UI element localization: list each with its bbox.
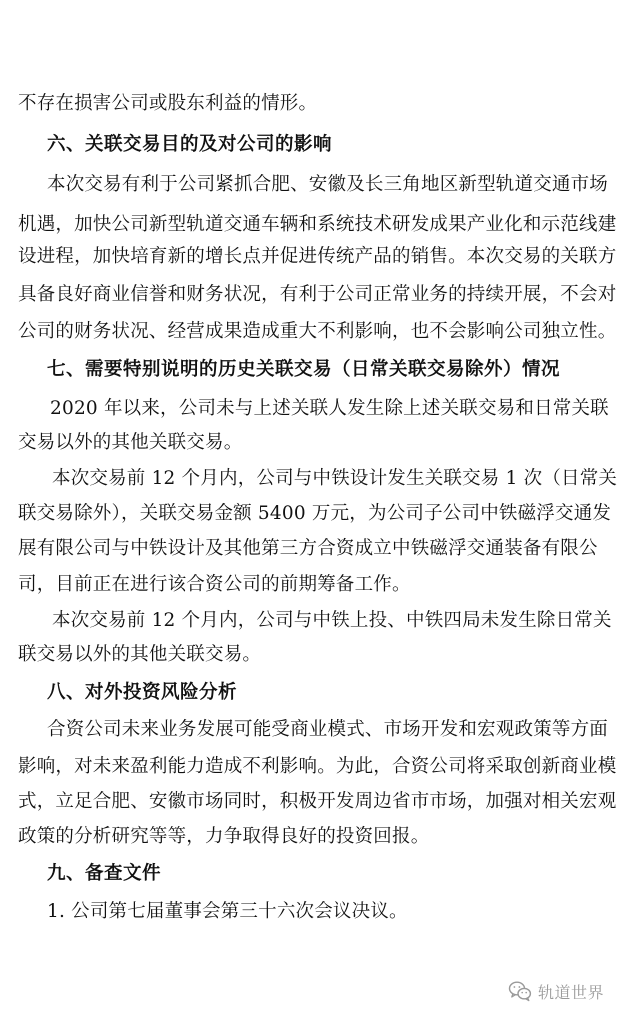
text-line: 式，立足合肥、安徽市场同时，积极开发周边省市市场，加强对相关宏观 bbox=[18, 791, 617, 812]
text-line: 联交易除外），关联交易金额 5400 万元，为公司子公司中铁磁浮交通发 bbox=[18, 503, 612, 524]
text-line: 不存在损害公司或股东利益的情形。 bbox=[18, 93, 318, 114]
text-line: 1. 公司第七届董事会第三十六次会议决议。 bbox=[47, 901, 408, 922]
text-line: 公司的财务状况、经营成果造成重大不利影响，也不会影响公司独立性。 bbox=[18, 321, 617, 342]
text-line: 政策的分析研究等等，力争取得良好的投资回报。 bbox=[18, 826, 430, 847]
section-heading: 九、备查文件 bbox=[47, 863, 162, 884]
text-line: 司，目前正在进行该合资公司的前期筹备工作。 bbox=[18, 574, 411, 595]
text-line: 交易以外的其他关联交易。 bbox=[18, 432, 243, 453]
text-line: 2020 年以来，公司未与上述关联人发生除上述关联交易和日常关联 bbox=[50, 398, 609, 419]
text-line: 本次交易有利于公司紧抓合肥、安徽及长三角地区新型轨道交通市场 bbox=[47, 174, 609, 195]
wechat-icon bbox=[508, 980, 532, 1002]
watermark bbox=[508, 978, 604, 1004]
text-line: 设进程，加快培育新的增长点并促进传统产品的销售。本次交易的关联方 bbox=[18, 246, 617, 267]
text-line: 联交易以外的其他关联交易。 bbox=[18, 644, 262, 665]
section-heading: 七、需要特别说明的历史关联交易（日常关联交易除外）情况 bbox=[47, 359, 561, 380]
text-line: 影响，对未来盈利能力造成不利影响。为此，合资公司将采取创新商业模 bbox=[18, 756, 617, 777]
text-line: 具备良好商业信誉和财务状况，有利于公司正常业务的持续开展，不会对 bbox=[18, 284, 617, 305]
text-line: 展有限公司与中铁设计及其他第三方合资成立中铁磁浮交通装备有限公 bbox=[18, 538, 598, 559]
text-line: 本次交易前 12 个月内，公司与中铁上投、中铁四局未发生除日常关 bbox=[52, 610, 612, 631]
section-heading: 八、对外投资风险分析 bbox=[47, 682, 238, 703]
text-line: 本次交易前 12 个月内，公司与中铁设计发生关联交易 1 次（日常关 bbox=[52, 468, 617, 489]
text-line: 机遇，加快公司新型轨道交通车辆和系统技术研发成果产业化和示范线建 bbox=[18, 214, 617, 235]
text-line: 合资公司未来业务发展可能受商业模式、市场开发和宏观政策等方面 bbox=[47, 719, 609, 740]
watermark-text: 轨道世界 bbox=[538, 982, 605, 1002]
section-heading: 六、关联交易目的及对公司的影响 bbox=[47, 134, 333, 155]
